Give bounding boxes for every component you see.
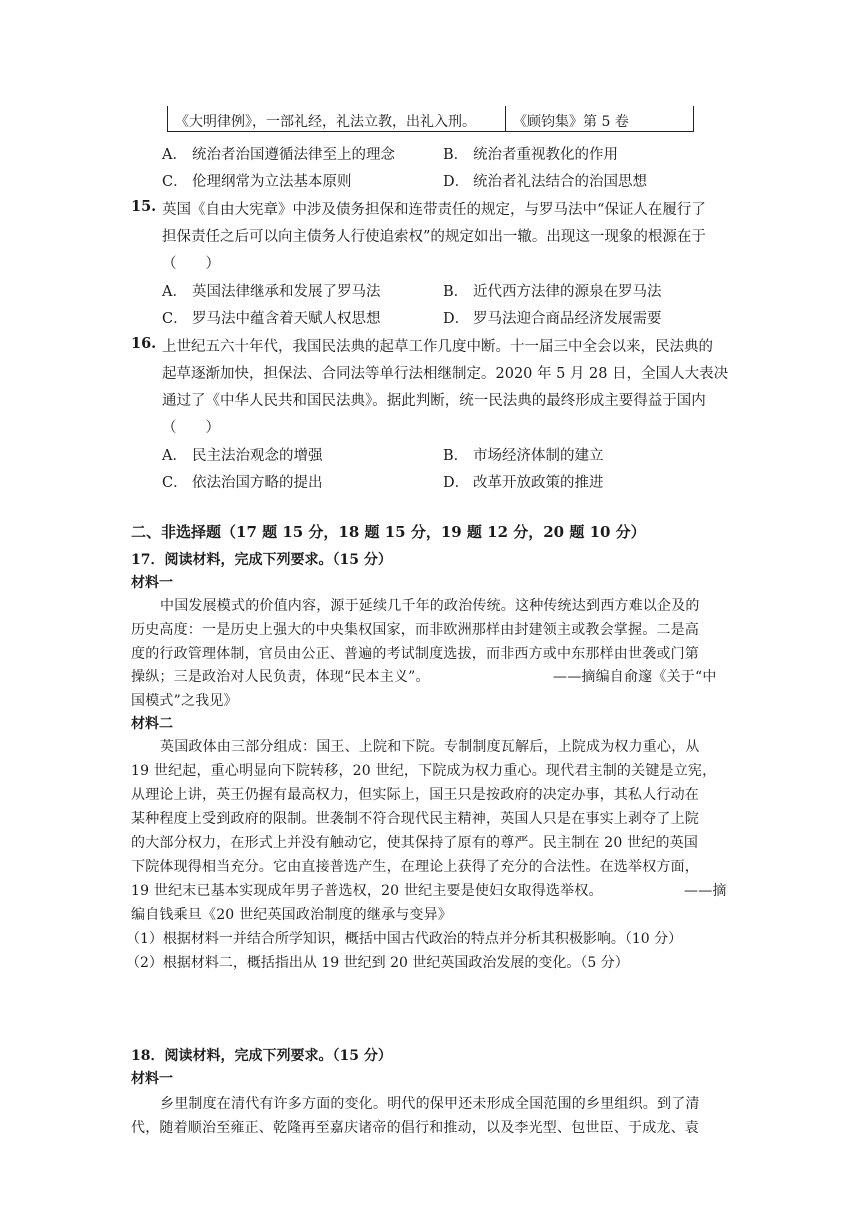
q17-m1-line: 中国发展模式的价值内容，源于延续几千年的政治传统。这种传统达到西方难以企及的 — [160, 598, 700, 614]
q15-option-b[interactable]: B． 近代西方法律的源泉在罗马法 — [443, 284, 662, 300]
q17-m1-line: 度的行政管理体制，官员由公正、普遍的考试制度选拔，而非西方或中东那样由世袭或门第 — [131, 646, 699, 662]
q17-m2-line: 19 世纪起，重心明显向下院转移，20 世纪，下院成为权力重心。现代君主制的关键是立宪， — [131, 763, 717, 779]
q17-m2-line: 从理论上讲，英王仍握有最高权力，但实际上，国王只是按政府的决定办事，其私人行动在 — [131, 787, 699, 803]
section-heading: 二、非选择题（17 题 15 分，18 题 15 分，19 题 12 分，20 题 10 分） — [131, 523, 646, 541]
q17-m2-line: 下院体现得相当充分。它由直接普选产生，在理论上获得了充分的合法性。在选举权方面， — [131, 859, 699, 875]
q16-stem-line-2: 起草逐渐加快，担保法、合同法等单行法相继制定。2020 年 5 月 28 日，全国人大表决 — [162, 366, 729, 382]
q16-number: 16. — [131, 335, 157, 352]
q17-material-1-label: 材料一 — [131, 575, 173, 591]
q17-m1-source-cont: 国模式”之我见》 — [131, 693, 238, 709]
q15-option-a[interactable]: A． 英国法律继承和发展了罗马法 — [162, 284, 381, 300]
q15-stem-line-1: 英国《自由大宪章》中涉及债务担保和连带责任的规定，与罗马法中“保证人在履行了 — [162, 202, 706, 218]
q17-subquestion-1: （1）根据材料一并结合所学知识，概括中国古代政治的特点并分析其积极影响。（10 分） — [126, 931, 683, 947]
table-cell-text: 《大明律例》，一部礼经，礼法立教，出礼入刑。 — [175, 114, 476, 130]
q17-m2-line: 某种程度上受到政府的限制。世袭制不符合现代民主精神，英国人只是在事实上剥夺了上院 — [131, 811, 699, 827]
q16-answer-bracket: （ ） — [162, 420, 220, 436]
q17-m2-line: 的大部分权力，在形式上并没有触动它，使其保持了原有的尊严。民主制在 20 世纪的英国 — [131, 835, 699, 851]
q17-material-2-label: 材料二 — [131, 716, 173, 732]
q16-stem-line-1: 上世纪五六十年代，我国民法典的起草工作几度中断。十一届三中全会以来，民法典的 — [162, 339, 713, 355]
q16-option-b[interactable]: B． 市场经济体制的建立 — [443, 448, 604, 464]
table-divider — [505, 106, 506, 131]
q15-option-d[interactable]: D． 罗马法迎合商品经济发展需要 — [443, 311, 662, 327]
q15-answer-bracket: （ ） — [162, 256, 220, 272]
q17-m2-source-cont: 编自钱乘旦《20 世纪英国政治制度的继承与变异》 — [131, 907, 453, 923]
q17-m1-line: 操纵；三是政治对人民负责，体现“民本主义”。 — [131, 669, 430, 685]
q14-source-table — [167, 106, 694, 132]
q18-material-1-label: 材料一 — [131, 1071, 173, 1087]
q18-title: 18．阅读材料，完成下列要求。（15 分） — [131, 1048, 392, 1064]
q17-m2-source: ——摘 — [684, 883, 727, 899]
q16-stem-line-3: 通过了《中华人民共和国民法典》。据此判断，统一民法典的最终形成主要得益于国内 — [162, 393, 706, 409]
q14-option-d[interactable]: D． 统治者礼法结合的治国思想 — [443, 174, 647, 190]
q17-m1-source: ——摘编自俞邃《关于“中 — [553, 669, 717, 685]
table-cell-source: 《顾钧集》第 5 卷 — [513, 114, 629, 130]
q18-m1-line: 代，随着顺治至雍正、乾隆再至嘉庆诸帝的倡行和推动，以及李光型、包世臣、于成龙、袁 — [131, 1120, 699, 1136]
q17-m2-line: 19 世纪末已基本实现成年男子普选权，20 世纪主要是使妇女取得选举权。 — [131, 883, 603, 899]
q17-subquestion-2: （2）根据材料二，概括指出从 19 世纪到 20 世纪英国政治发展的变化。（5 分） — [126, 955, 629, 971]
q14-option-b[interactable]: B． 统治者重视教化的作用 — [443, 147, 618, 163]
q16-option-d[interactable]: D． 改革开放政策的推进 — [443, 475, 604, 491]
q15-stem-line-2: 担保责任之后可以向主债务人行使追索权”的规定如出一辙。出现这一现象的根源在于 — [162, 229, 706, 245]
q15-option-c[interactable]: C． 罗马法中蕴含着天赋人权思想 — [162, 311, 381, 327]
q17-m1-line: 历史高度：一是历史上强大的中央集权国家，而非欧洲那样由封建领主或教会掌握。二是高 — [131, 622, 699, 638]
q17-m2-line: 英国政体由三部分组成：国王、上院和下院。专制制度瓦解后，上院成为权力重心，从 — [160, 739, 700, 755]
q14-option-a[interactable]: A． 统治者治国遵循法律至上的理念 — [162, 147, 395, 163]
q18-m1-line: 乡里制度在清代有许多方面的变化。明代的保甲还未形成全国范围的乡里组织。到了清 — [160, 1096, 700, 1112]
q16-option-a[interactable]: A． 民主法治观念的增强 — [162, 448, 323, 464]
q15-number: 15. — [131, 198, 157, 215]
q17-title: 17．阅读材料，完成下列要求。（15 分） — [131, 552, 392, 568]
q16-option-c[interactable]: C． 依法治国方略的提出 — [162, 475, 323, 491]
q14-option-c[interactable]: C． 伦理纲常为立法基本原则 — [162, 174, 352, 190]
